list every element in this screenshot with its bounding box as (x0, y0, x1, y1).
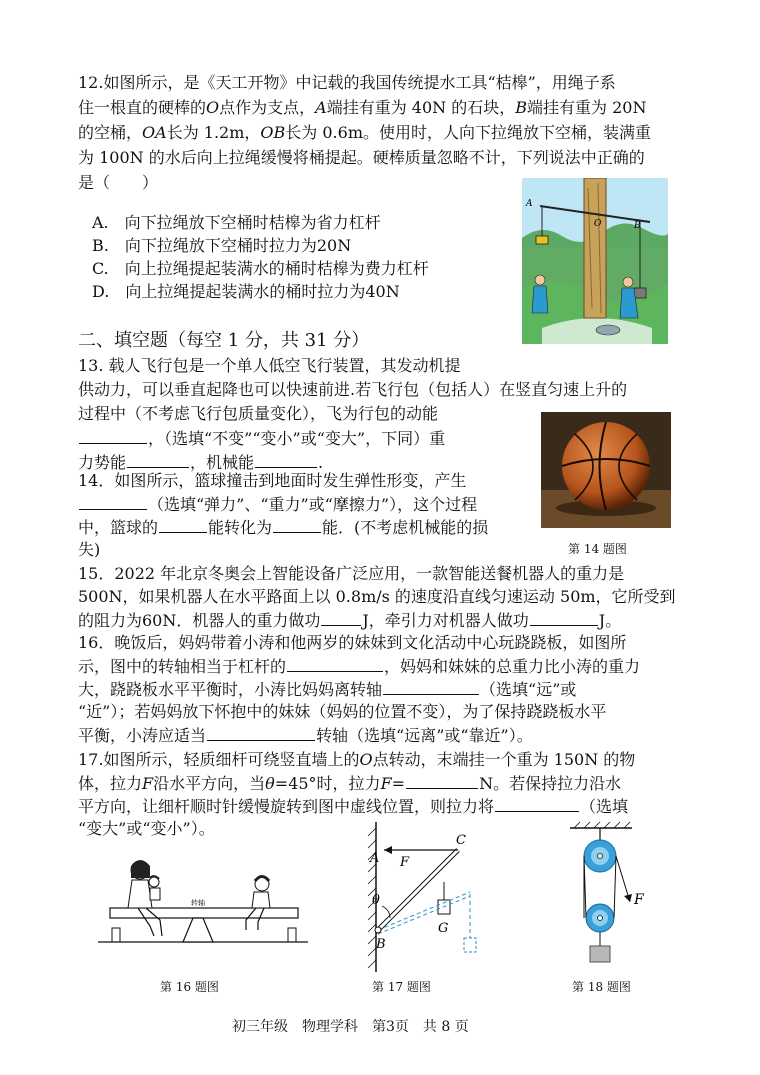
q12-fig-label-o: O (594, 219, 602, 229)
q12-option-d: D. 向上拉绳提起装满水的桶时拉力为40N (92, 282, 400, 301)
q17-fig-label-b: B (376, 937, 386, 952)
q16-blank-move[interactable] (207, 724, 315, 741)
q17-fig-label-a: A (370, 851, 380, 866)
q14-line1: 14．如图所示，篮球撞击到地面时发生弹性形变，产生 (78, 471, 467, 490)
q17-caption: 第 17 题图 (372, 980, 431, 994)
q16-blank-lever-part[interactable] (287, 655, 383, 672)
q13-line1: 13. 载人飞行包是一个单人低空飞行装置，其发动机提 (78, 356, 461, 375)
q14-caption: 第 14 题图 (568, 542, 627, 556)
q14-basketball-figure (541, 412, 671, 528)
q12-line3: 的空桶，OA长为 1.2m，OB长为 0.6m。使用时，人向下拉绳放下空桶，装满重 (78, 123, 651, 142)
q13-blank-mechanical[interactable] (255, 451, 317, 468)
q14-line4: 失) (78, 540, 101, 559)
seesaw-board (110, 908, 298, 918)
q12-option-c: C. 向上拉绳提起装满水的桶时桔槔为费力杠杆 (92, 259, 429, 278)
q15-line1: 15．2022 年北京冬奥会上智能设备广泛应用，一款智能送餐机器人的重力是 (78, 564, 625, 583)
q16-line5: 平衡，小涛应适当 转轴（选填“远离”或“靠近”）。 (78, 726, 533, 745)
q12-option-b: B. 向下拉绳放下空桶时拉力为20N (92, 236, 352, 255)
q12-fig-label-b: B (634, 221, 641, 231)
q14-line3: 中，篮球的 能转化为 能．(不考虑机械能的损 (78, 518, 489, 537)
q16-caption: 第 16 题图 (160, 980, 219, 994)
q14-blank-energy-to[interactable] (273, 516, 321, 533)
q13-line3: 过程中（不考虑飞行包质量变化），飞为行包的动能 (78, 404, 439, 423)
pivot-label: 转轴 (191, 899, 205, 907)
q12-fig-label-a: A (526, 199, 533, 209)
q17-blank-force[interactable] (406, 772, 478, 789)
q17-line3: 平方向，让细杆顺时针缓慢旋转到图中虚线位置，则拉力将 （选填 (78, 797, 629, 816)
q12-figure (522, 178, 668, 344)
q17-fig-label-f: F (400, 855, 410, 870)
q17-line2: 体，拉力F沿水平方向，当θ=45°时，拉力F= N。若保持拉力沿水 (78, 774, 622, 793)
q14-blank-force[interactable] (79, 493, 147, 510)
q16-blank-near-far[interactable] (383, 678, 479, 695)
q16-seesaw-figure (98, 848, 308, 948)
q17-fig-label-g: G (438, 921, 449, 936)
q17-blank-change[interactable] (495, 795, 579, 812)
q16-line1: 16．晚饭后，妈妈带着小涛和他两岁的妹妹到文化活动中心玩跷跷板，如图所 (78, 633, 627, 652)
q15-line2: 500N，如果机器人在水平路面上以 0.8m/s 的速度沿直线匀速运动 50m，它所受到 (78, 587, 676, 606)
q17-line4: “变大”或“变小”）。 (78, 819, 215, 838)
q18-pulley-figure (560, 822, 660, 972)
q14-line2: （选填“弹力”、“重力”或“摩擦力”），这个过程 (78, 493, 477, 516)
q13-blank-potential[interactable] (127, 451, 189, 468)
q12-option-a: A. 向下拉绳放下空桶时桔槔为省力杠杆 (92, 213, 381, 232)
q12-line4: 为 100N 的水后向上拉绳缓慢将桶提起。硬棒质量忽略不计，下列说法中正确的 (78, 148, 645, 167)
q13-line5: 力势能 ，机械能 . (78, 453, 324, 472)
q15-blank-traction-work[interactable] (530, 609, 598, 626)
q14-blank-energy-from[interactable] (159, 516, 207, 533)
section-heading: 二、填空题（每空 1 分，共 31 分） (78, 330, 370, 351)
q13-line2: 供动力，可以垂直起降也可以快速前进.若飞行包（包括人）在竖直匀速上升的 (78, 380, 628, 399)
q17-fig-label-c: C (456, 833, 466, 848)
q17-lever-figure (362, 822, 492, 980)
q12-line5: 是（ ） (78, 173, 159, 192)
q15-line3: 的阻力为60N．机器人的重力做功 J，牵引力对机器人做功 J。 (78, 611, 622, 630)
q17-line1: 17.如图所示，轻质细杆可绕竖直墙上的O点转动，末端挂一个重为 150N 的物 (78, 750, 636, 769)
q17-fig-label-theta: θ (372, 893, 380, 908)
q12-line2: 住一根直的硬棒的O点作为支点，A端挂有重为 40N 的石块，B端挂有重为 20N (78, 98, 647, 117)
page-footer: 初三年级 物理学科 第3页 共 8 页 (232, 1019, 469, 1035)
seesaw-pivot (183, 918, 213, 942)
q16-line2: 示，图中的转轴相当于杠杆的 ，妈妈和妹妹的总重力比小涛的重力 (78, 657, 641, 676)
q13-line4: ，（选填“不变”“变小”或“变大”，下同）重 (78, 427, 445, 450)
pulley-load (590, 946, 610, 962)
q16-line3: 大，跷跷板水平平衡时，小涛比妈妈离转轴 （选填“远”或 (78, 680, 577, 699)
q18-caption: 第 18 题图 (572, 980, 631, 994)
q15-blank-gravity-work[interactable] (321, 609, 361, 626)
q16-line4: “近”）；若妈妈放下怀抱中的妹妹（妈妈的位置不变），为了保持跷跷板水平 (78, 702, 607, 721)
q18-fig-label-f: F (634, 892, 644, 908)
q12-line1: 12.如图所示，是《天工开物》中记载的我国传统提水工具“桔槔”，用绳子系 (78, 73, 616, 92)
q13-blank-kinetic[interactable] (79, 427, 147, 444)
